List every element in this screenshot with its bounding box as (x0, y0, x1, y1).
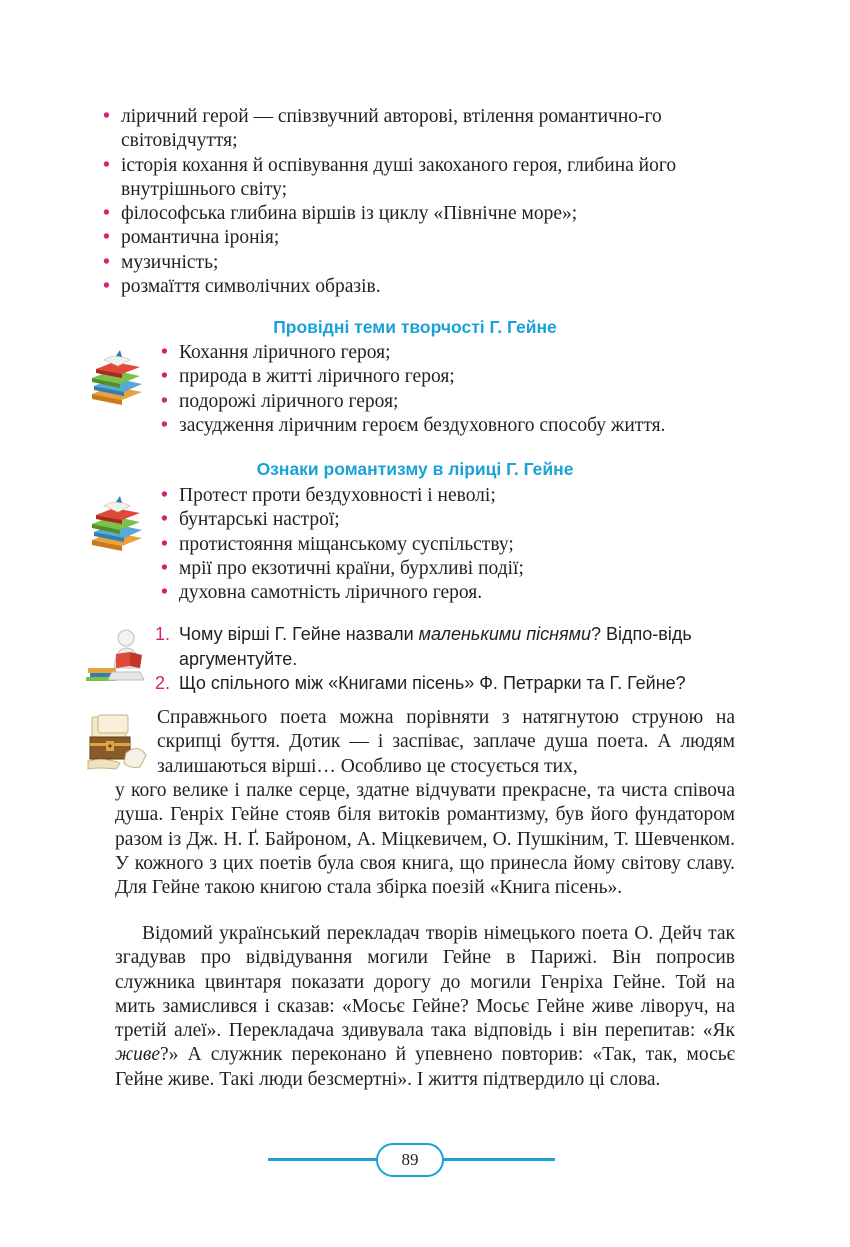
list-item: • духовна самотність ліричного героя. (179, 581, 749, 605)
intro-bullet-list (121, 105, 739, 299)
themes-heading: Провідні теми творчості Г. Гейне (273, 317, 557, 337)
list-item: • бунтарські настрої; (179, 508, 749, 532)
questions-list (155, 622, 745, 696)
list-item: • романтична іронія; (121, 226, 739, 250)
list-item: • подорожі ліричного героя; (179, 390, 749, 414)
books-stack-icon (86, 496, 146, 552)
question-number: 1. (155, 624, 171, 644)
list-item: • філософська глибина віршів із циклу «Північне море»; (121, 202, 739, 226)
list-item: • мрії про екзотичні країни, бурхливі події; (179, 557, 749, 581)
list-item: • Протест проти бездуховності і неволі; (179, 484, 749, 508)
list-item: • ліричний герой — співзвучний авторові, втілення романтично-го світовідчуття; (121, 105, 739, 154)
themes-bullet-list (179, 341, 749, 438)
essay-paragraph-1-bottom: у кого велике і палке серце, здатне відчувати прекрасне, та чиста співоча душа. Генріх Гейне стояв біля витоків романтизму, був його фундатором разом із Дж. Н. Ґ. Байроном, А. Міцкевичем, О. Пушкіним, Т. Шевченком. У кожного з цих поетів була своя книга, що принесла йому світову славу. Для Гейне такою книгою стала збірка поезій «Книга пісень». (115, 780, 735, 899)
essay-paragraph-1-top: Справжнього поета можна порівняти з натягнутою струною на скрипці буття. Дотик — і заспіває, заплаче душа поета. А людям залишаються вірші… Особливо це стосується тих, (157, 707, 735, 777)
page-number: 89 (376, 1143, 444, 1177)
list-item: • музичність; (121, 251, 739, 275)
essay-paragraph-2: Відомий український перекладач творів німецького поета О. Дейч так згадував про відвідування могили Гейне в Парижі. Він попросив служника цвинтаря показати дорогу до могили Генріха Гейне. Той на мить замислився і сказав: «Мосьє Гейне? Мосьє Гейне живе ліворуч, на третій алеї». Перекладача здивувала така відповідь і він перепитав: «Як живе?» А служник переконано й упевнено повторив: «Так, так, мосьє Гейне живе. Такі люди безсмертні». І життя підтвердило ці слова. (115, 923, 735, 1090)
romanticism-signs-heading: Ознаки романтизму в ліриці Г. Гейне (256, 459, 574, 479)
reading-figure-icon (86, 628, 148, 682)
emphasized-text: живе (115, 1044, 161, 1066)
romanticism-signs-list (179, 484, 749, 605)
question-item: 1. Чому вірші Г. Гейне назвали маленькими піснями? Відпо-відь аргументуйте. (155, 624, 692, 669)
list-item: • природа в житті ліричного героя; (179, 365, 749, 389)
list-item: • розмаїття символічних образів. (121, 275, 739, 299)
emphasized-text: маленькими піснями (418, 624, 591, 644)
list-item: • Кохання ліричного героя; (179, 341, 749, 365)
list-item: • протистояння міщанському суспільству; (179, 533, 749, 557)
question-number: 2. (155, 673, 171, 693)
books-stack-icon (86, 350, 146, 406)
treasure-chest-icon (86, 713, 150, 771)
footer-rule-left (268, 1158, 378, 1161)
question-item: 2. Що спільного між «Книгами пісень» Ф. Петрарки та Г. Гейне? (155, 671, 745, 696)
list-item: • історія кохання й оспівування душі закоханого героя, глибина його внутрішнього світу; (121, 154, 739, 203)
list-item: • засудження ліричним героєм бездуховного способу життя. (179, 414, 749, 438)
footer-rule-right (443, 1158, 555, 1161)
